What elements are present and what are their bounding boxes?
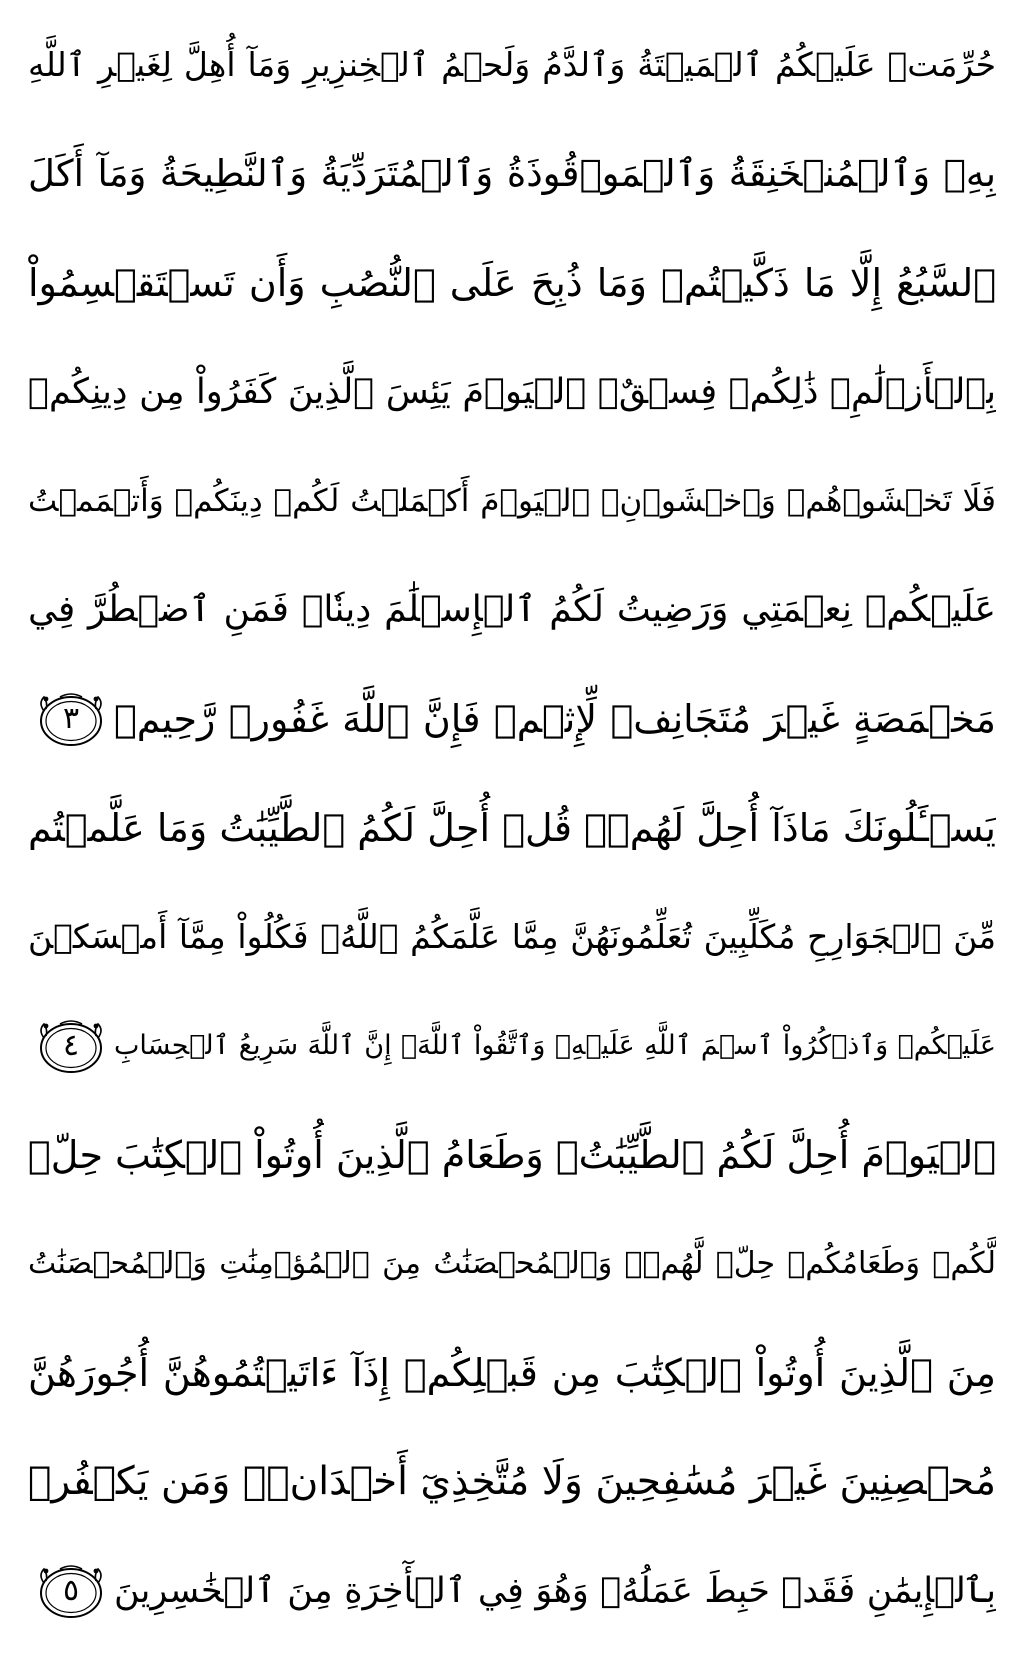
verse-text: مُحۡصِنِينَ غَيۡرَ مُسَٰفِحِينَ وَلَا مُتَّخِذِيٓ أَخۡدَانٖۗ وَمَن يَكۡفُرۡ: [28, 1459, 996, 1504]
verse-text: ٱلۡيَوۡمَ أُحِلَّ لَكُمُ ٱلطَّيِّبَٰتُۖ وَطَعَامُ ٱلَّذِينَ أُوتُواْ ٱلۡكِتَٰبَ حِلّٞ: [28, 1133, 996, 1177]
verse-text: بِٱلۡأَزۡلَٰمِۚ ذَٰلِكُمۡ فِسۡقٌۗ ٱلۡيَوۡمَ يَئِسَ ٱلَّذِينَ كَفَرُواْ مِن دِينِكُمۡ: [28, 372, 996, 412]
verse-text: حُرِّمَتۡ عَلَيۡكُمُ ٱلۡمَيۡتَةُ وَٱلدَّمُ وَلَحۡمُ ٱلۡخِنزِيرِ وَمَآ أُهِلَّ لِغَيۡرِ ٱللَّهِ: [28, 45, 996, 84]
verse-text: فَلَا تَخۡشَوۡهُمۡ وَٱخۡشَوۡنِۚ ٱلۡيَوۡمَ أَكۡمَلۡتُ لَكُمۡ دِينَكُمۡ وَأَتۡمَمۡتُ: [28, 483, 996, 519]
verse-text: مِنَ ٱلَّذِينَ أُوتُواْ ٱلۡكِتَٰبَ مِن قَبۡلِكُمۡ إِذَآ ءَاتَيۡتُمُوهُنَّ أُجُورَهُنَّ: [28, 1351, 996, 1395]
verse-line-7: [28, 674, 996, 764]
verse-line-12: [28, 1219, 996, 1309]
verse-text: بِهِۦ وَٱلۡمُنۡخَنِقَةُ وَٱلۡمَوۡقُوذَةُ وَٱلۡمُتَرَدِّيَةُ وَٱلنَّطِيحَةُ وَمَآ أَكَلَ: [28, 152, 996, 195]
ayah-end-marker-icon: [34, 689, 108, 749]
verse-line-11: [28, 1110, 996, 1200]
verse-line-3: [28, 238, 996, 328]
verse-line-14: [28, 1437, 996, 1527]
verse-line-4: [28, 347, 996, 437]
verse-line-5: [28, 456, 996, 546]
verse-line-13: [28, 1328, 996, 1418]
verse-line-1: [28, 20, 996, 110]
verse-line-2: [28, 129, 996, 219]
verse-line-10: [28, 1001, 996, 1091]
verse-text: مِّنَ ٱلۡجَوَارِحِ مُكَلِّبِينَ تُعَلِّمُونَهُنَّ مِمَّا عَلَّمَكُمُ ٱللَّهُۖ فَكُلُواْ مِمَّآ أَمۡسَكۡنَ: [28, 917, 996, 956]
verse-text: عَلَيۡكُمۡ نِعۡمَتِي وَرَضِيتُ لَكُمُ ٱلۡإِسۡلَٰمَ دِينٗاۚ فَمَنِ ٱضۡطُرَّ فِي: [28, 589, 996, 630]
verse-text: لَّكُمۡ وَطَعَامُكُمۡ حِلّٞ لَّهُمۡۖ وَٱلۡمُحۡصَنَٰتُ مِنَ ٱلۡمُؤۡمِنَٰتِ وَٱلۡمُحۡصَنَٰتُ: [28, 1246, 996, 1281]
ayah-number: ٥: [62, 1573, 80, 1608]
verse-text: عَلَيۡكُمۡ وَٱذۡكُرُواْ ٱسۡمَ ٱللَّهِ عَلَيۡهِۖ وَٱتَّقُواْ ٱللَّهَۚ إِنَّ ٱللَّهَ سَرِيعُ ٱلۡحِسَابِ: [114, 1030, 996, 1061]
verse-line-15: [28, 1546, 996, 1636]
verse-text: ٱلسَّبُعُ إِلَّا مَا ذَكَّيۡتُمۡ وَمَا ذُبِحَ عَلَى ٱلنُّصُبِ وَأَن تَسۡتَقۡسِمُواْ: [28, 261, 996, 305]
verse-text: مَخۡمَصَةٍ غَيۡرَ مُتَجَانِفٖ لِّإِثۡمٖ فَإِنَّ ٱللَّهَ غَفُورٞ رَّحِيمٞ: [114, 697, 996, 741]
verse-line-9: [28, 892, 996, 982]
verse-line-6: [28, 565, 996, 655]
verse-text: يَسۡـَٔلُونَكَ مَاذَآ أُحِلَّ لَهُمۡۖ قُلۡ أُحِلَّ لَكُمُ ٱلطَّيِّبَٰتُ وَمَا عَلَّمۡتُم: [28, 806, 996, 850]
ayah-end-marker-icon: [34, 1561, 108, 1621]
ayah-number: ٣: [62, 701, 80, 736]
verse-line-8: [28, 783, 996, 873]
verse-text: بِٱلۡإِيمَٰنِ فَقَدۡ حَبِطَ عَمَلُهُۥ وَهُوَ فِي ٱلۡأٓخِرَةِ مِنَ ٱلۡخَٰسِرِينَ: [114, 1571, 996, 1611]
ayah-number: ٤: [62, 1028, 80, 1063]
ayah-end-marker-icon: [34, 1016, 108, 1076]
